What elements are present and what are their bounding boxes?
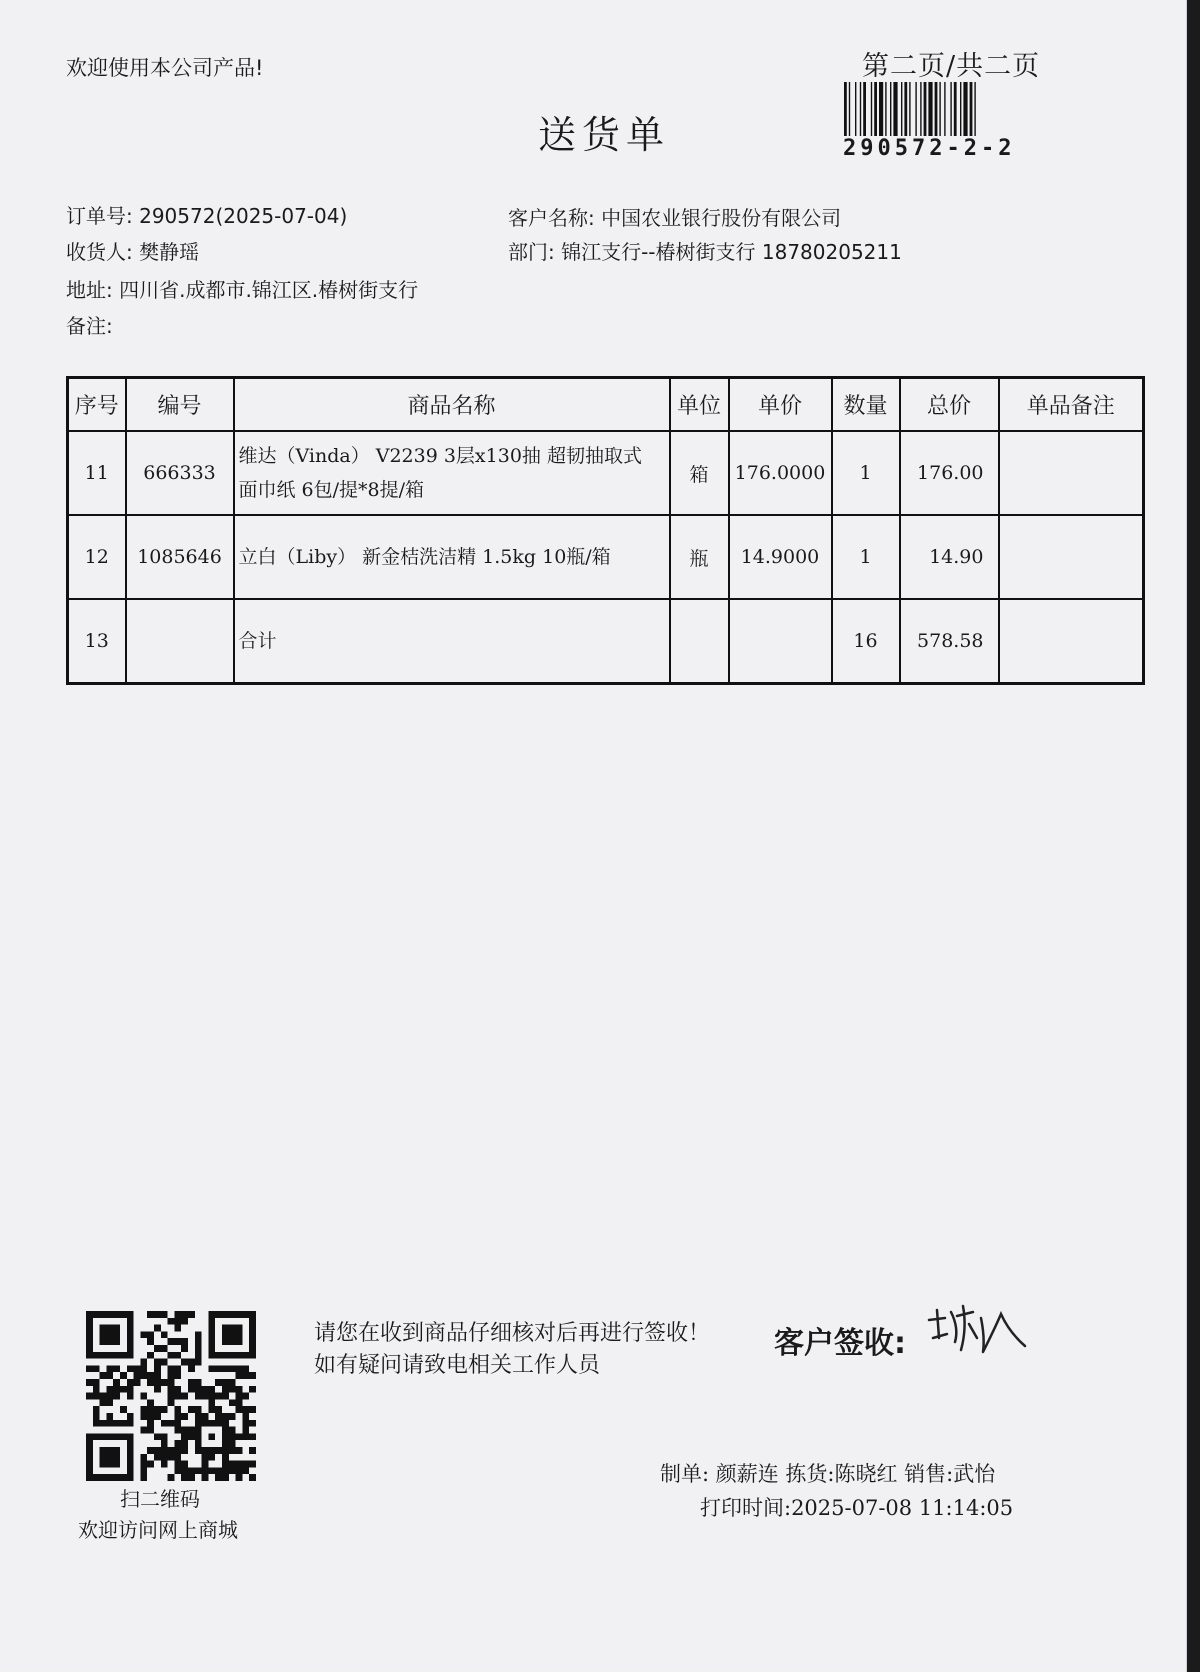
receipt-notice: 请您在收到商品仔细核对后再进行签收！如有疑问请致电相关工作人员 [314, 1321, 711, 1378]
delivery-address: 地址: 四川省.成都市.锦江区.椿树街支行 [66, 278, 419, 302]
cell-code [126, 599, 234, 684]
col-header-code: 编号 [126, 378, 234, 432]
cell-total: 578.58 [900, 599, 999, 684]
cell-remark [999, 599, 1144, 684]
cell-total: 14.90 [900, 515, 999, 599]
cell-total: 176.00 [900, 431, 999, 515]
items-table [66, 376, 1145, 685]
table-row [68, 515, 1144, 599]
table-header-row [68, 378, 1144, 432]
cell-seq: 11 [68, 431, 126, 515]
cell-name-line1: 立白（Liby） 新金桔洗洁精 1.5kg 10瓶/箱 [238, 546, 611, 568]
page-number: 第二页/共二页 [862, 51, 1041, 82]
barcode-number: 290572-2-2 [843, 136, 1016, 161]
qr-caption-scan: 扫二维码 [120, 1487, 200, 1511]
col-header-name: 商品名称 [234, 378, 670, 432]
cell-qty: 1 [832, 431, 900, 515]
qr-code-image [86, 1311, 256, 1481]
cell-unit [670, 599, 729, 684]
table-row [68, 431, 1144, 515]
cell-qty: 1 [832, 515, 900, 599]
order-number: 订单号: 290572(2025-07-04) [66, 204, 348, 228]
cell-name-line1: 合计 [238, 630, 277, 652]
cell-remark [999, 515, 1144, 599]
cell-name [234, 431, 670, 515]
order-note: 备注: [66, 314, 113, 338]
customer-signature-label: 客户签收: [774, 1326, 906, 1361]
cell-seq: 12 [68, 515, 126, 599]
cell-code: 666333 [126, 431, 234, 515]
staff-line: 制单: 颜薪连 拣货:陈晓红 销售:武怡 [660, 1462, 996, 1486]
customer-name: 客户名称: 中国农业银行股份有限公司 [508, 206, 842, 230]
cell-unit: 瓶 [670, 515, 729, 599]
print-time: 打印时间:2025-07-08 11:14:05 [700, 1496, 1014, 1520]
cell-name [234, 599, 670, 684]
cell-code: 1085646 [126, 515, 234, 599]
cell-seq: 13 [68, 599, 126, 684]
receiver-name: 收货人: 樊静瑶 [66, 240, 200, 264]
cell-name [234, 515, 670, 599]
cell-qty: 16 [832, 599, 900, 684]
col-header-qty: 数量 [832, 378, 900, 432]
table-row-total [68, 599, 1144, 684]
document-title: 送货单 [538, 113, 671, 157]
cell-price: 14.9000 [729, 515, 832, 599]
cell-price [729, 599, 832, 684]
cell-name-line1: 维达（Vinda） V2239 3层x130抽 超韧抽取式 [238, 445, 642, 467]
col-header-price: 单价 [729, 378, 832, 432]
col-header-remark: 单品备注 [999, 378, 1144, 432]
cell-price: 176.0000 [729, 431, 832, 515]
cell-name-line2: 面巾纸 6包/提*8提/箱 [238, 479, 425, 501]
col-header-seq: 序号 [68, 378, 126, 432]
barcode-image [842, 82, 1043, 136]
customer-department: 部门: 锦江支行--椿树街支行 18780205211 [508, 240, 902, 264]
welcome-text: 欢迎使用本公司产品! [66, 56, 264, 80]
cell-remark [999, 431, 1144, 515]
qr-caption-shop: 欢迎访问网上商城 [78, 1518, 238, 1542]
col-header-unit: 单位 [670, 378, 729, 432]
cell-unit: 箱 [670, 431, 729, 515]
col-header-total: 总价 [900, 378, 999, 432]
handwritten-signature [925, 1298, 1035, 1358]
